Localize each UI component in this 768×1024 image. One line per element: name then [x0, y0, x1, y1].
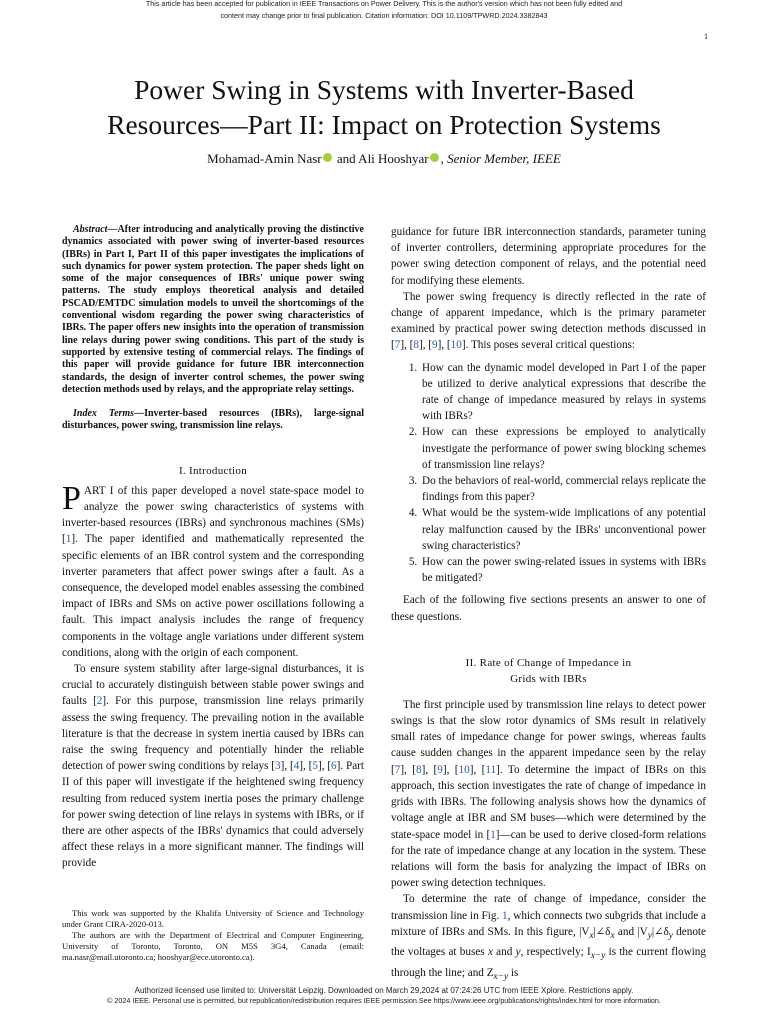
body-text: ], [	[442, 763, 459, 776]
body-text: , respectively; I	[520, 946, 591, 959]
subscript: x	[589, 930, 594, 941]
citation-link[interactable]: 7	[394, 763, 401, 776]
body-text: The first principle used by transmission line relays to detect power swings is that the slow rotor dynamics of SMs result in relatively small rates of impedance change for power swings, whereas faults cause sudden changes in the apparent impedance seen by the relay [	[391, 698, 706, 776]
body-text: ]—can be used to derive closed-form relations for the rate of impedance change at any location in the system. These relations will form the basis for analyzing the impact of IBRs on power swing detection techniques.	[391, 828, 706, 890]
intro-text: To ensure system stability after large-signal disturbances, it is crucial to accurately distinguish between stable power swings and faults [	[62, 662, 364, 708]
paper-title	[40, 72, 728, 142]
citation-link[interactable]: 3	[275, 760, 281, 773]
index-terms-text: —Inverter-based resources (IBRs), large-signal disturbances, power swing, transmission line relays.	[62, 408, 364, 432]
notice-line-1: This article has been accepted for publication in IEEE Transactions on Power Delivery. This is the author's version which has not been fully edited and	[145, 0, 623, 8]
author-line	[40, 150, 728, 168]
footnotes	[62, 908, 364, 963]
index-terms	[62, 408, 364, 433]
drop-cap: P	[62, 479, 81, 517]
intro-text: ], [	[317, 760, 332, 773]
section-2-paragraph-1	[391, 697, 706, 891]
title-line-1: Power Swing in Systems with Inverter-Based	[134, 74, 634, 105]
intro-text: ]. For this purpose, transmission line relays primarily assess the swing frequency. The prevailing notion in the available literature is that the decrease in system inertia caused by IBRs can raise the swing frequency and potentially hinder the reliable detection of power swing conditions by relays [	[62, 695, 364, 773]
body-text: ], [	[400, 763, 416, 776]
body-text: |∠δ	[651, 925, 669, 938]
body-text: To determine the rate of change of impedance, consider the transmission line in Fig.	[391, 893, 706, 922]
intro-text: ], [	[280, 760, 294, 773]
intro-text: ]. The paper identified and mathematically represented the specific elements of an IBR control system and the corresponding inverter parameters that affect power swings after a fault. As a consequence, the developed model enables assessing the combined impact of IBRs and SMs on active power oscillations following a fault. This impact analysis includes the range of frequency components in the voltage angle variations under different system conditions, along with the origin of each component.	[62, 533, 364, 659]
title-line-2: Resources—Part II: Impact on Protection Systems	[107, 109, 661, 140]
citation-link[interactable]: 1	[490, 828, 496, 841]
question-item: 4. What would be the system-wide implications of any potential relay malfunction caused by the IBRs' unconventional power swing characteristics?	[420, 505, 706, 554]
math-var: x	[487, 946, 493, 959]
body-text: and	[492, 946, 516, 959]
citation-link[interactable]: 5	[312, 760, 318, 773]
abstract-label: Abstract	[73, 224, 108, 235]
body-text: denote the voltages at buses	[391, 925, 706, 959]
footnote-affiliation: The authors are with the Department of Electrical and Computer Engineering, University of Toronto, Toronto, ON M5S 3G4, Canada (email: ma.nasr@mail.utoronto.ca; hooshyar@ece.utoronto.ca).	[62, 930, 364, 962]
question-item: 5. How can the power swing-related issues in systems with IBRs be mitigated?	[420, 554, 706, 586]
body-text: The power swing frequency is directly reflected in the rate of change of apparent impedance, which is the primary parameter examined by practical power swing detection methods discussed in [	[391, 290, 706, 352]
citation-link[interactable]: 8	[413, 339, 419, 352]
body-text: , which connects two subgrids that include a mixture of IBRs and SMs. In this figure, |V	[391, 909, 706, 938]
body-text: ]. To determine the impact of IBRs on this approach, this section investigates the rate of change of impedance in grids with IBRs. The following analysis shows how the dynamics of voltage angle at IBR and SM buses—which were determined by the state-space model in [	[391, 763, 707, 841]
body-text: |∠δ	[593, 925, 611, 938]
orcid-icon[interactable]	[430, 153, 439, 162]
citation-link[interactable]: 1	[65, 533, 72, 546]
question-item: 3. Do the behaviors of real-world, commercial relays replicate the findings from this paper?	[420, 473, 706, 505]
body-text: is	[508, 966, 519, 979]
frequency-paragraph	[391, 289, 706, 354]
body-text: and |V	[614, 925, 648, 938]
citation-link[interactable]: 2	[96, 695, 103, 708]
body-text: is the current flowing through the line; and Z	[391, 946, 706, 979]
math-var: y	[515, 946, 521, 959]
author-2: and Ali Hooshyar	[336, 151, 429, 166]
author-1: Mohamad-Amin Nasr	[207, 151, 322, 166]
citation-link[interactable]: 6	[331, 760, 337, 773]
copyright-footer: © 2024 IEEE. Personal use is permitted, but republication/redistribution requires IEEE permission.See https://www.ieee.org/publications/rights/index.html for more information.	[107, 996, 661, 1005]
citation-link[interactable]: 10	[458, 763, 470, 776]
footnote-funding: This work was supported by the Khalifa University of Science and Technology under Grant CIRA-2020-013.	[62, 908, 364, 929]
section-2-heading-line-2: Grids with IBRs	[510, 672, 587, 685]
intro-text: ]. Part II of this paper will investigate if the heightened swing frequency resulting from reduced system inertia poses the primary challenge for power swing detection of line relays in systems with IBRs, or if there are other aspects of the IBRs' dynamics that could adversely affect these relays in a more significant manner. The findings will provide	[62, 760, 365, 870]
subscript: y	[668, 930, 673, 941]
question-item: 1. How can the dynamic model developed in Part I of the paper be utilized to derive analytical expressions that describe the rate of change of impedance measured by relays in systems with IBRs?	[420, 360, 706, 425]
subscript: x−y	[493, 971, 509, 982]
question-list	[391, 360, 706, 587]
question-item: 2. How can these expressions be employed to analytically investigate the performance of power swing blocking schemes of transmission line relays?	[420, 424, 706, 473]
each-section-paragraph: Each of the following five sections presents an answer to one of these questions.	[391, 594, 706, 623]
body-text: ], [	[469, 763, 486, 776]
index-terms-label: Index Terms	[73, 408, 135, 420]
body-text: ], [	[418, 339, 433, 352]
figure-link[interactable]: 1	[502, 909, 508, 922]
body-text: ], [	[437, 339, 451, 352]
citation-link[interactable]: 9	[437, 763, 443, 776]
body-text: ]. This poses several critical questions:	[461, 339, 636, 352]
citation-link[interactable]: 4	[293, 760, 300, 773]
section-2-heading-line-1: II. Rate of Change of Impedance in	[465, 656, 632, 669]
citation-link[interactable]: 8	[416, 763, 422, 776]
continued-paragraph: guidance for future IBR interconnection standards, parameter tuning of inverter controllers, determining appropriate procedures for the power swing detection component of relays, and the potential need for modifying these elements.	[391, 226, 706, 287]
citation-link[interactable]: 7	[394, 339, 401, 352]
intro-text: ART I of this paper developed a novel state-space model to analyze the power swing characteristics of systems with inverter-based resources (IBRs) and synchronous machines (SMs) [	[62, 484, 364, 546]
citation-link[interactable]: 11	[485, 763, 497, 776]
left-column	[62, 224, 364, 872]
citation-link[interactable]: 10	[450, 339, 462, 352]
subscript: y	[647, 930, 652, 941]
abstract	[62, 224, 364, 396]
section-2-heading	[391, 655, 706, 687]
body-text: ], [	[421, 763, 438, 776]
subscript: x−y	[590, 951, 606, 962]
publication-notice	[0, 0, 768, 22]
notice-line-2: content may change prior to final publication. Citation information: DOI 10.1109/TPWRD.2024.3382843	[220, 11, 548, 20]
author-membership: , Senior Member, IEEE	[440, 151, 561, 166]
right-column	[391, 224, 706, 985]
intro-paragraph-1	[62, 479, 364, 661]
abstract-text: —After introducing and analytically proving the distinctive dynamics associated with power swing of inverter-based resources (IBRs) in Part I, Part II of this paper investigates the implications of such dynamics for power system protection. The paper sheds light on some of the major consequences of IBRs' unique power swing patterns. The study employs theoretical analysis and detailed PSCAD/EMTDC simulation models to unveil the shortcomings of the conventional wisdom regarding the power swing characteristics of IBRs. The paper offers new insights into the operation of transmission line relays during power swing conditions. This part of the study is supported by extensive testing of commercial relays. The findings of this paper will provide guidance for future IBR interconnection standards, the design of inverter control schemes, the power swing detection methods used by relays, and the appropriate relay settings.	[62, 224, 364, 395]
intro-text: ], [	[299, 760, 313, 773]
intro-paragraph-2	[62, 661, 364, 872]
license-footer: Authorized licensed use limited to: Universität Leipzig. Downloaded on March 29,2024 at 07:24:26 UTC from IEEE Xplore. Restrictions apply.	[134, 986, 634, 995]
section-2-paragraph-2	[391, 891, 706, 985]
citation-link[interactable]: 9	[432, 339, 438, 352]
orcid-icon[interactable]	[323, 153, 332, 162]
page-number: 1	[704, 32, 708, 41]
subscript: x	[610, 930, 615, 941]
section-1-heading: I. Introduction	[178, 464, 248, 477]
body-text: ], [	[400, 339, 414, 352]
